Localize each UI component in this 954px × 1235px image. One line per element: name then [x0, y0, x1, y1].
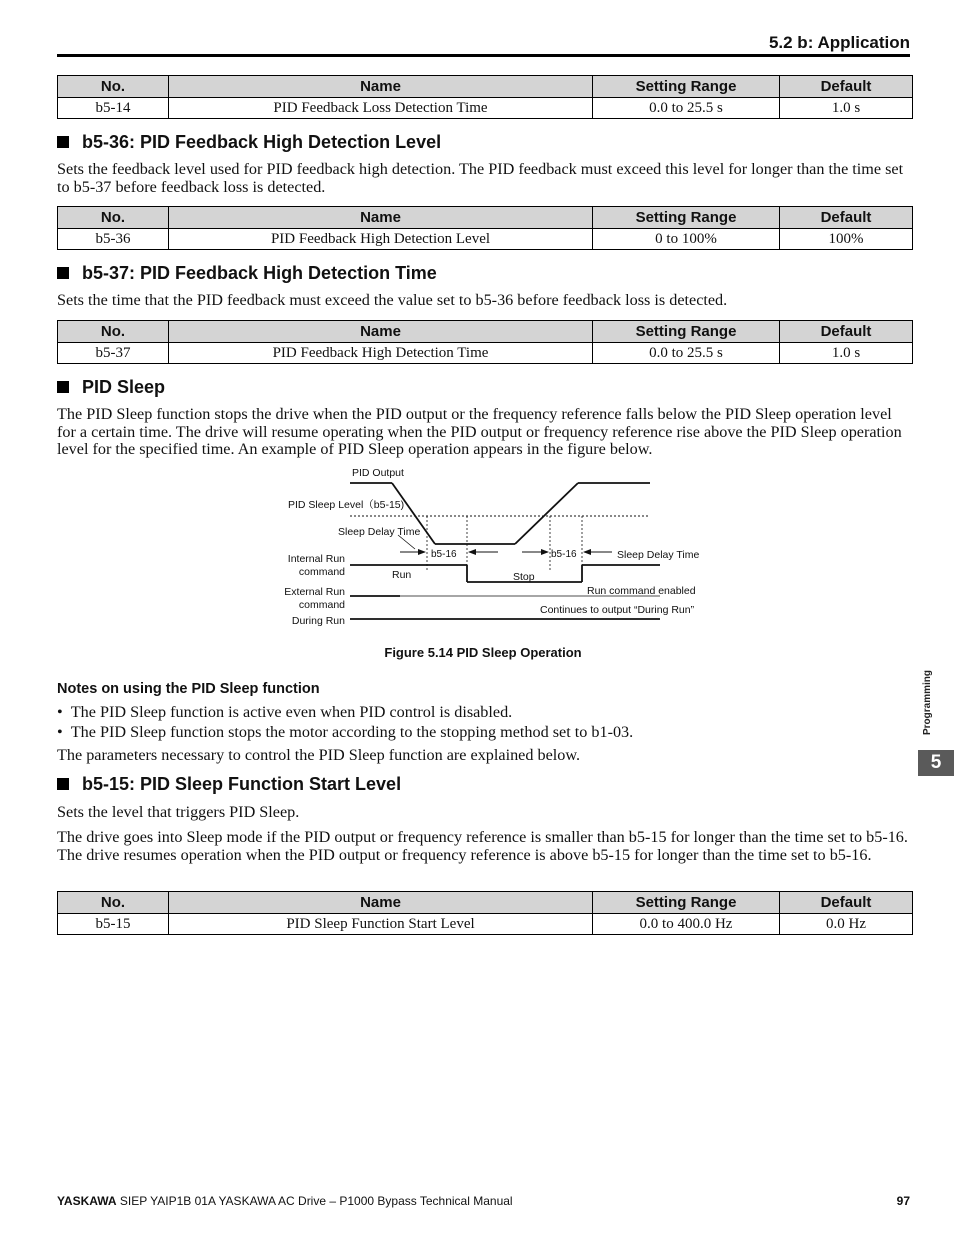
cell-range: 0.0 to 25.5 s — [593, 343, 780, 364]
square-bullet-icon — [57, 778, 69, 790]
param-table-b5-36 — [57, 206, 913, 250]
heading-text: b5-15: PID Sleep Function Start Level — [82, 774, 402, 794]
footer-brand: YASKAWA — [57, 1194, 117, 1208]
col-name: Name — [169, 76, 593, 98]
param-table-b5-15 — [57, 891, 913, 935]
cell-default: 100% — [780, 229, 913, 250]
square-bullet-icon — [57, 381, 69, 393]
run-cmd-enabled-label: Run command enabled — [587, 585, 696, 597]
col-setting-range: Setting Range — [593, 892, 780, 914]
cell-no: b5-37 — [58, 343, 169, 364]
pid-sleep-figure — [270, 462, 720, 632]
col-default: Default — [780, 321, 913, 343]
table-row — [58, 229, 913, 250]
cell-name: PID Feedback High Detection Level — [169, 229, 593, 250]
table-row — [58, 914, 913, 935]
cell-range: 0.0 to 25.5 s — [593, 98, 780, 119]
sleep-delay-label-left: Sleep Delay Time — [338, 526, 421, 538]
heading-b5-36 — [57, 132, 441, 153]
cell-default: 1.0 s — [780, 98, 913, 119]
col-no: No. — [58, 321, 169, 343]
heading-pid-sleep — [57, 377, 165, 398]
footer-text: SIEP YAIP1B 01A YASKAWA AC Drive – P1000 Bypass Technical Manual — [119, 1194, 513, 1208]
internal-run-label-1: Internal Run — [287, 553, 345, 565]
cell-no: b5-14 — [58, 98, 169, 119]
square-bullet-icon — [57, 267, 69, 279]
col-default: Default — [780, 892, 913, 914]
figure-caption: Figure 5.14 PID Sleep Operation — [384, 645, 582, 660]
col-setting-range: Setting Range — [593, 207, 780, 229]
cell-name: PID Feedback High Detection Time — [169, 343, 593, 364]
col-name: Name — [169, 321, 593, 343]
paragraph-b5-37: Sets the time that the PID feedback must exceed the value set to b5-36 before feedback loss is detected. — [57, 291, 728, 309]
sleep-delay-label-right: Sleep Delay Time — [617, 549, 700, 561]
cell-range: 0 to 100% — [593, 229, 780, 250]
col-name: Name — [169, 892, 593, 914]
col-no: No. — [58, 76, 169, 98]
col-setting-range: Setting Range — [593, 76, 780, 98]
heading-text: b5-36: PID Feedback High Detection Level — [82, 132, 442, 152]
chapter-tab: 5 — [918, 750, 954, 776]
note-bullet-2: • The PID Sleep function stops the motor according to the stopping method set to b1-03. — [57, 723, 634, 741]
continues-label: Continues to output “During Run” — [540, 604, 695, 616]
col-no: No. — [58, 207, 169, 229]
page-number: 97 — [896, 1194, 910, 1208]
heading-b5-37 — [57, 263, 437, 284]
side-chapter-label: Programming — [922, 669, 933, 735]
external-run-label-1: External Run — [284, 586, 345, 598]
cell-default: 1.0 s — [780, 343, 913, 364]
paragraph-pid-sleep: The PID Sleep function stops the drive when the PID output or the frequency reference falls below the PID Sleep operation level for a certain time. The drive will resume operating when the PID output or frequency reference rise above the PID Sleep operation level for the specified time. An example of PID Sleep operation appears in the figure below. — [57, 405, 902, 458]
stop-label: Stop — [513, 571, 535, 583]
table-row — [58, 98, 913, 119]
paragraph-b5-36: Sets the feedback level used for PID feedback high detection. The PID feedback must exceed this level for longer than the time set to b5-37 before feedback loss is detected. — [57, 160, 904, 196]
notes-after: The parameters necessary to control the PID Sleep function are explained below. — [57, 746, 581, 764]
cell-no: b5-36 — [58, 229, 169, 250]
square-bullet-icon — [57, 136, 69, 148]
paragraph-b5-15-1: Sets the level that triggers PID Sleep. — [57, 803, 300, 821]
during-run-label: During Run — [291, 615, 345, 627]
pid-output-line — [515, 483, 578, 544]
notes-title: Notes on using the PID Sleep function — [57, 681, 320, 697]
cell-range: 0.0 to 400.0 Hz — [593, 914, 780, 935]
note-bullet-1: • The PID Sleep function is active even when PID control is disabled. — [57, 703, 513, 721]
col-default: Default — [780, 76, 913, 98]
internal-run-label-2: command — [298, 566, 345, 578]
b5-16-label-left: b5-16 — [431, 549, 457, 560]
note-text: The PID Sleep function is active even when PID control is disabled. — [70, 703, 513, 721]
heading-b5-15 — [57, 774, 401, 795]
heading-text: b5-37: PID Feedback High Detection Time — [82, 263, 437, 283]
param-table-b5-37 — [57, 320, 913, 364]
heading-text: PID Sleep — [82, 377, 166, 397]
run-label: Run — [392, 569, 412, 581]
b5-16-label-right: b5-16 — [551, 549, 577, 560]
table-row — [58, 343, 913, 364]
external-run-label-2: command — [298, 599, 345, 611]
col-name: Name — [169, 207, 593, 229]
sleep-level-label: PID Sleep Level（b5-15) — [288, 499, 405, 511]
col-default: Default — [780, 207, 913, 229]
header-rule — [57, 54, 910, 57]
col-setting-range: Setting Range — [593, 321, 780, 343]
section-header: 5.2 b: Application — [768, 33, 910, 52]
cell-name: PID Feedback Loss Detection Time — [169, 98, 593, 119]
pid-output-label: PID Output — [352, 467, 404, 479]
cell-default: 0.0 Hz — [780, 914, 913, 935]
cell-name: PID Sleep Function Start Level — [169, 914, 593, 935]
param-table-b5-14 — [57, 75, 913, 119]
note-text: The PID Sleep function stops the motor according to the stopping method set to b1-03. — [70, 723, 634, 741]
footer — [57, 1194, 513, 1208]
cell-no: b5-15 — [58, 914, 169, 935]
col-no: No. — [58, 892, 169, 914]
paragraph-b5-15-2: The drive goes into Sleep mode if the PID output or frequency reference is smaller than b5-15 for longer than the time set to b5-16. The drive resumes operation when the PID output or frequency reference is above b5-15 for longer than the time set to b5-16. — [57, 828, 908, 864]
